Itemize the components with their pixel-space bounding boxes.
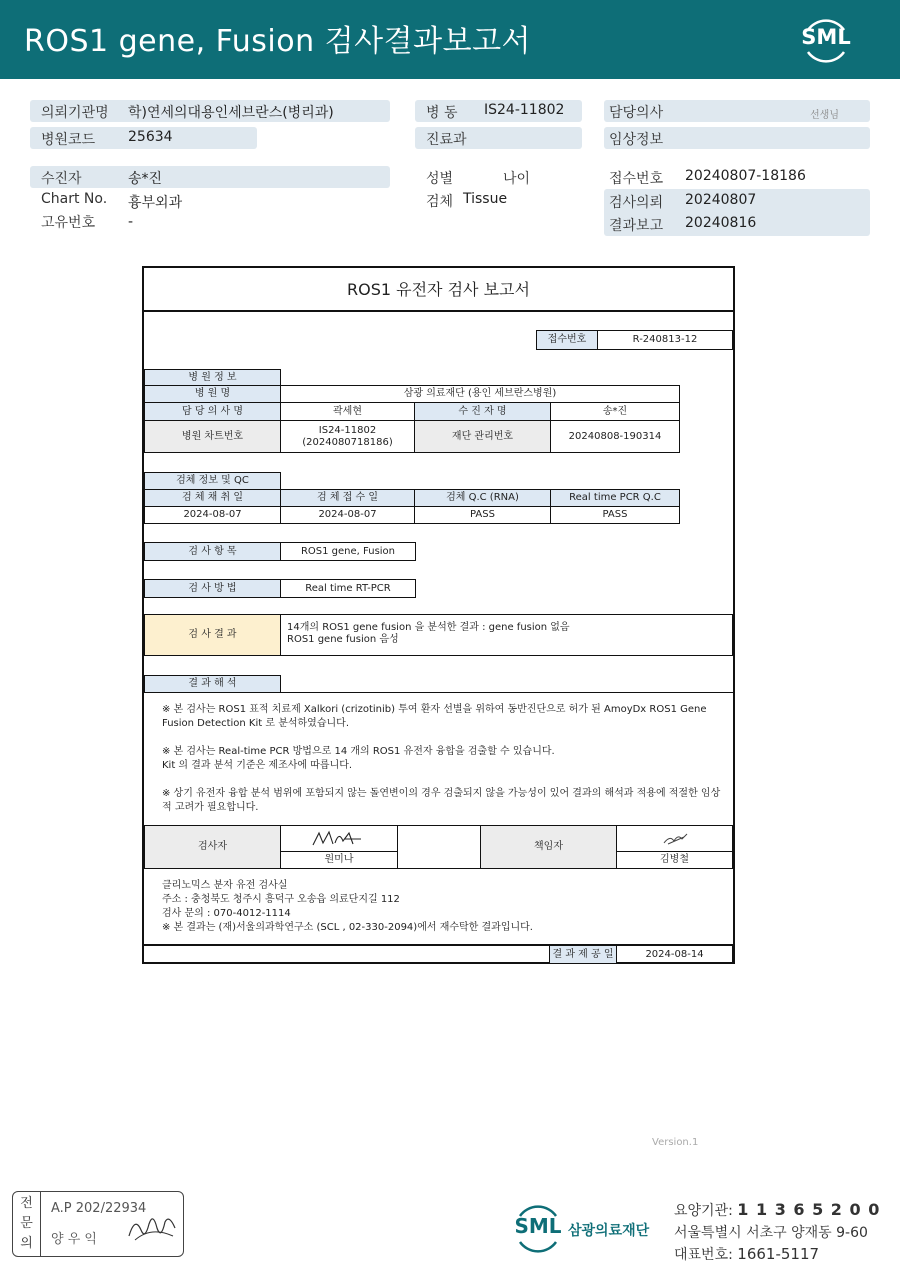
footer-brand	[510, 1200, 660, 1256]
hospital-name-value: 삼광 의료재단 (용인 세브란스병원)	[280, 385, 680, 403]
method-label: 검 사 방 법	[144, 579, 281, 598]
interpretation-note-2	[162, 745, 555, 773]
qc-header-receive: 검 체 접 수 일	[280, 489, 415, 507]
receipt-value: 20240807-18186	[685, 168, 806, 184]
interpretation-2b: Kit 의 결과 분석 기준은 제조사에 따릅니다.	[162, 760, 353, 771]
qc-value-receive: 2024-08-07	[280, 506, 415, 524]
footer-phone	[674, 1244, 819, 1264]
interpretation-label: 결 과 해 석	[144, 675, 281, 693]
qc-header-collect: 검 체 채 취 일	[144, 489, 281, 507]
lab-line-3: 검사 문의 : 070-4012-1114	[162, 908, 291, 919]
interpretation-note-3	[162, 787, 720, 815]
hospital-name-label: 병 원 명	[144, 385, 281, 403]
provide-date-label: 결 과 제 공 일	[549, 945, 617, 964]
chart-number-line1: IS24-11802	[318, 424, 377, 436]
stamp-side-label	[13, 1192, 41, 1256]
request-org-label: 의뢰기관명	[41, 105, 109, 121]
qc-value-pcr: PASS	[550, 506, 680, 524]
sml-logo	[798, 12, 854, 68]
signature-divider	[144, 868, 733, 869]
specialist-stamp	[12, 1191, 184, 1257]
chart-number-line2: (2024080718186)	[302, 436, 393, 448]
receipt-label: 접수번호	[609, 171, 664, 187]
doctor-suffix: 선생님	[810, 110, 839, 121]
stamp-side-text: 전문의	[20, 1196, 33, 1251]
ward-label: 병 동	[426, 105, 458, 121]
qc-header-pcr: Real time PCR Q.C	[550, 489, 680, 507]
doctor-name-value: 곽세현	[280, 402, 415, 421]
patient-name-value: 송*진	[550, 402, 680, 421]
clinical-label: 임상정보	[609, 132, 664, 148]
qc-value-collect: 2024-08-07	[144, 506, 281, 524]
signature-blank-cell	[397, 825, 481, 869]
hospital-section-header: 병 원 정 보	[144, 369, 281, 386]
result-line-1: 14개의 ROS1 gene fusion 을 분석한 결과 : gene fusion 없음	[287, 622, 570, 633]
examiner-name: 원미나	[280, 851, 398, 869]
qc-header-rna: 검체 Q.C (RNA)	[414, 489, 551, 507]
responsible-label: 책임자	[480, 825, 617, 869]
patient-value: 송*진	[128, 171, 163, 187]
ward-value: IS24-11802	[484, 102, 565, 118]
request-value: 20240807	[685, 192, 757, 208]
result-value	[280, 614, 733, 656]
examiner-signature-icon	[309, 829, 369, 849]
request-label: 검사의뢰	[609, 195, 664, 211]
responsible-signature-icon	[660, 831, 690, 847]
report-receipt-value: R-240813-12	[597, 330, 733, 350]
qc-value-rna: PASS	[414, 506, 551, 524]
result-line-2: ROS1 gene fusion 음성	[287, 634, 399, 645]
logo-text: SML	[801, 25, 851, 49]
specimen-label: 검체	[426, 194, 454, 210]
header-bar	[0, 0, 900, 79]
interpretation-3b: 적 고려가 필요합니다.	[162, 802, 259, 813]
lab-line-4: ※ 본 결과는 (재)서울의과학연구소 (SCL , 02-330-2094)에서 재수탁한 결과입니다.	[162, 922, 533, 933]
qc-section-header: 검체 정보 및 QC	[144, 472, 281, 490]
provide-date-value: 2024-08-14	[616, 945, 733, 964]
brand-name: 삼광의료재단	[568, 1223, 650, 1239]
foundation-number-label: 재단 관리번호	[414, 420, 551, 453]
responsible-signature	[616, 825, 733, 852]
doctor-name-label: 담 당 의 사 명	[144, 402, 281, 421]
dept-label: 진료과	[426, 132, 467, 148]
report-value: 20240816	[685, 215, 757, 231]
lab-line-2: 주소 : 충청북도 청주시 흥덕구 오송읍 의료단지길 112	[162, 894, 400, 905]
doctor-label: 담당의사	[609, 105, 664, 121]
phone-label: 대표번호:	[674, 1247, 733, 1263]
stamp-signature-icon	[125, 1206, 181, 1246]
chart-label: Chart No.	[41, 191, 108, 207]
interpretation-2a: ※ 본 검사는 Real-time PCR 방법으로 14 개의 ROS1 유전자 융합을 검출할 수 있습니다.	[162, 746, 555, 757]
test-item-value: ROS1 gene, Fusion	[280, 542, 416, 561]
patient-label: 수진자	[41, 171, 82, 187]
stamp-name: 양 우 익	[51, 1232, 97, 1247]
hospital-code-label: 병원코드	[41, 132, 96, 148]
foundation-number-value: 20240808-190314	[550, 420, 680, 453]
unique-value: -	[128, 214, 134, 230]
institution-code	[674, 1200, 880, 1220]
report-title: ROS1 유전자 검사 보고서	[144, 268, 733, 312]
lab-line-1: 클리노믹스 분자 유전 검사실	[162, 880, 288, 891]
page-title: ROS1 gene, Fusion 검사결과보고서	[24, 24, 532, 59]
unique-label: 고유번호	[41, 215, 96, 231]
report-document	[142, 266, 735, 964]
report-label: 결과보고	[609, 218, 664, 234]
institution-code-value: 1 1 3 6 5 2 0 0	[737, 1200, 881, 1219]
sex-label: 성별	[426, 171, 454, 187]
examiner-label: 검사자	[144, 825, 281, 869]
method-value: Real time RT-PCR	[280, 579, 416, 598]
lab-info	[162, 879, 533, 935]
specimen-value: Tissue	[463, 191, 508, 207]
examiner-signature	[280, 825, 398, 852]
interpretation-divider	[144, 692, 733, 693]
interpretation-1a: ※ 본 검사는 ROS1 표적 치료제 Xalkori (crizotinib) 투여 환자 선별을 위하여 동반진단으로 허가 된 AmoyDx ROS1 Gene	[162, 704, 707, 715]
interpretation-1b: Fusion Detection Kit 로 분석하였습니다.	[162, 718, 349, 729]
brand-logo-text: SML	[514, 1214, 562, 1238]
interpretation-3a: ※ 상기 유전자 융합 분석 범위에 포함되지 않는 돌연변이의 경우 검출되지 않을 가능성이 있어 결과의 해석과 적용에 적절한 임상	[162, 788, 721, 799]
patient-name-label: 수 진 자 명	[414, 402, 551, 421]
chart-value: 흉부외과	[128, 195, 183, 211]
request-org-value: 학)연세의대용인세브란스(병리과)	[128, 105, 334, 121]
institution-code-label: 요양기관:	[674, 1203, 733, 1219]
stamp-ap-number: A.P 202/22934	[51, 1201, 147, 1216]
chart-number-value	[280, 420, 415, 453]
chart-number-label: 병원 차트번호	[144, 420, 281, 453]
interpretation-note-1	[162, 703, 707, 731]
hospital-code-value: 25634	[128, 129, 173, 145]
test-item-label: 검 사 항 목	[144, 542, 281, 561]
responsible-name: 김병철	[616, 851, 733, 869]
result-label: 검 사 결 과	[144, 614, 281, 656]
band-patient	[30, 166, 390, 188]
report-receipt-label: 접수번호	[536, 330, 598, 350]
phone-value: 1661-5117	[737, 1245, 820, 1263]
version-label: Version.1	[652, 1137, 699, 1148]
footer-address: 서울특별시 서초구 양재동 9-60	[674, 1225, 868, 1241]
age-label: 나이	[503, 171, 531, 187]
